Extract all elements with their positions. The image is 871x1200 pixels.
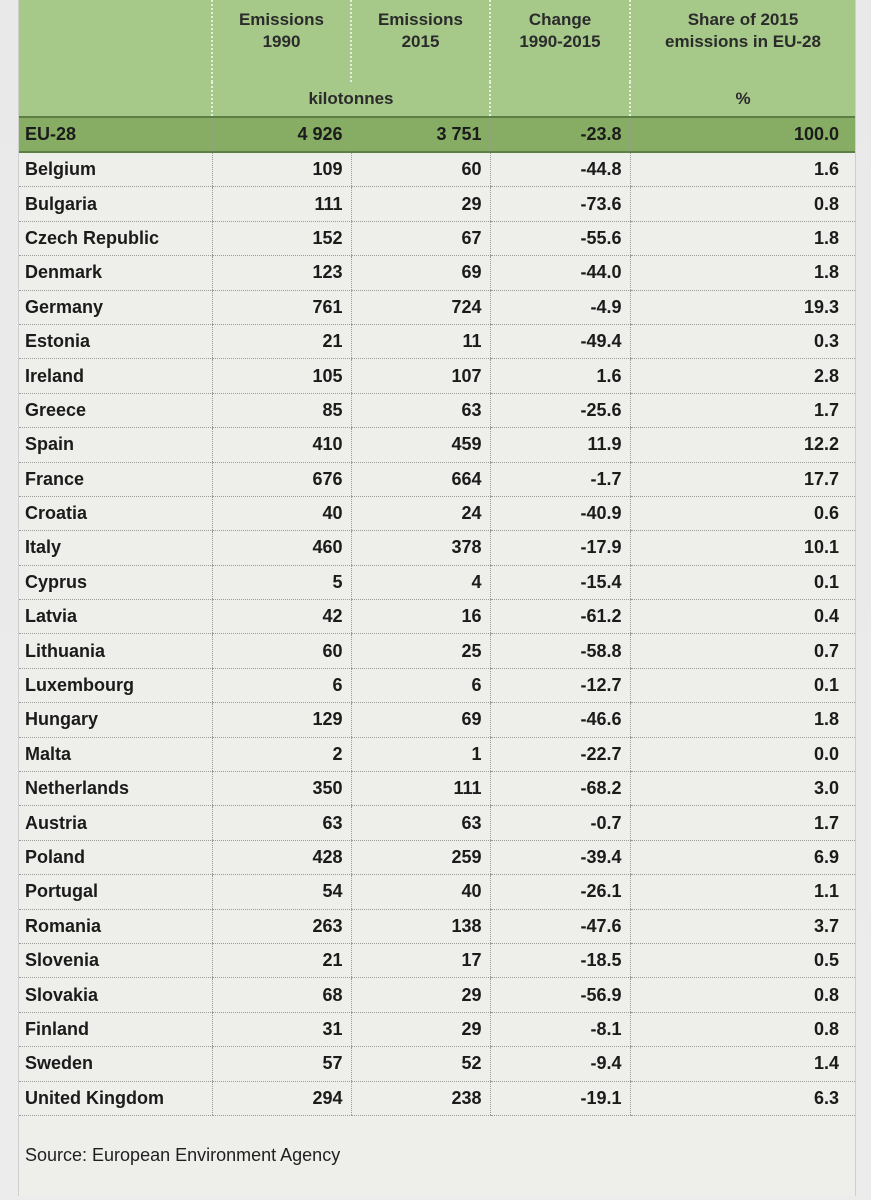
country-name: United Kingdom xyxy=(19,1081,212,1115)
emissions-2015-value: 25 xyxy=(351,634,490,668)
table-row xyxy=(19,496,855,530)
share-value: 1.7 xyxy=(630,806,855,840)
header-units-blank xyxy=(19,82,212,117)
change-value: -25.6 xyxy=(490,393,630,427)
share-value: 0.5 xyxy=(630,943,855,977)
change-value: -4.9 xyxy=(490,290,630,324)
emissions-1990-value: 263 xyxy=(212,909,351,943)
country-name: France xyxy=(19,462,212,496)
change-value: -44.8 xyxy=(490,152,630,187)
country-name: Finland xyxy=(19,1012,212,1046)
emissions-2015-value: 111 xyxy=(351,772,490,806)
emissions-2015-value: 24 xyxy=(351,496,490,530)
country-name: Austria xyxy=(19,806,212,840)
country-name: Greece xyxy=(19,393,212,427)
change-value: -0.7 xyxy=(490,806,630,840)
country-name: Czech Republic xyxy=(19,221,212,255)
emissions-table xyxy=(19,0,855,1116)
country-name: Sweden xyxy=(19,1047,212,1081)
country-name: Romania xyxy=(19,909,212,943)
share-value: 0.8 xyxy=(630,1012,855,1046)
table-row xyxy=(19,1012,855,1046)
units-kilotonnes: kilotonnes xyxy=(212,82,490,117)
emissions-2015-value: 107 xyxy=(351,359,490,393)
country-name: Denmark xyxy=(19,256,212,290)
share-value: 0.4 xyxy=(630,600,855,634)
emissions-2015-value: 16 xyxy=(351,600,490,634)
emissions-1990-value: 31 xyxy=(212,1012,351,1046)
share-value: 17.7 xyxy=(630,462,855,496)
emissions-1990-value: 40 xyxy=(212,496,351,530)
change-value: -19.1 xyxy=(490,1081,630,1115)
emissions-2015-value: 52 xyxy=(351,1047,490,1081)
table-row xyxy=(19,634,855,668)
country-name: Malta xyxy=(19,737,212,771)
change-value: -46.6 xyxy=(490,703,630,737)
emissions-2015-value: 138 xyxy=(351,909,490,943)
change-value: -61.2 xyxy=(490,600,630,634)
emissions-1990-value: 5 xyxy=(212,565,351,599)
emissions-2015-value: 259 xyxy=(351,840,490,874)
share-value: 1.1 xyxy=(630,875,855,909)
table-row xyxy=(19,462,855,496)
table-row xyxy=(19,187,855,221)
emissions-1990-value: 676 xyxy=(212,462,351,496)
emissions-2015-value: 63 xyxy=(351,806,490,840)
emissions-table-panel xyxy=(18,0,856,1196)
emissions-2015-value: 6 xyxy=(351,668,490,702)
change-value: -17.9 xyxy=(490,531,630,565)
header-country-blank xyxy=(19,0,212,82)
table-row xyxy=(19,359,855,393)
table-row xyxy=(19,875,855,909)
share-value: 1.8 xyxy=(630,221,855,255)
share-value: 6.3 xyxy=(630,1081,855,1115)
emissions-1990-value: 57 xyxy=(212,1047,351,1081)
emissions-2015-value: 29 xyxy=(351,1012,490,1046)
emissions-1990-value: 761 xyxy=(212,290,351,324)
country-name: Slovenia xyxy=(19,943,212,977)
source-note: Source: European Environment Agency xyxy=(25,1145,341,1165)
change-value: -18.5 xyxy=(490,943,630,977)
change-value: 1.6 xyxy=(490,359,630,393)
header-change: Change 1990-2015 xyxy=(490,0,630,82)
emissions-2015-value: 67 xyxy=(351,221,490,255)
share-value: 12.2 xyxy=(630,428,855,462)
change-value: -56.9 xyxy=(490,978,630,1012)
emissions-2015-value: 664 xyxy=(351,462,490,496)
change-value: -22.7 xyxy=(490,737,630,771)
emissions-2015-value: 60 xyxy=(351,152,490,187)
share-value: 0.1 xyxy=(630,565,855,599)
emissions-1990-value: 4 926 xyxy=(212,117,351,152)
change-value: 11.9 xyxy=(490,428,630,462)
country-name: Estonia xyxy=(19,324,212,358)
country-name: Lithuania xyxy=(19,634,212,668)
share-value: 0.0 xyxy=(630,737,855,771)
country-name: Slovakia xyxy=(19,978,212,1012)
emissions-2015-value: 69 xyxy=(351,256,490,290)
share-value: 0.1 xyxy=(630,668,855,702)
country-name: Latvia xyxy=(19,600,212,634)
emissions-1990-value: 123 xyxy=(212,256,351,290)
emissions-1990-value: 111 xyxy=(212,187,351,221)
emissions-1990-value: 350 xyxy=(212,772,351,806)
country-name: Belgium xyxy=(19,152,212,187)
emissions-2015-value: 238 xyxy=(351,1081,490,1115)
emissions-1990-value: 42 xyxy=(212,600,351,634)
change-value: -58.8 xyxy=(490,634,630,668)
share-value: 0.8 xyxy=(630,187,855,221)
change-value: -73.6 xyxy=(490,187,630,221)
emissions-2015-value: 17 xyxy=(351,943,490,977)
share-value: 3.7 xyxy=(630,909,855,943)
country-name: Croatia xyxy=(19,496,212,530)
country-name: Luxembourg xyxy=(19,668,212,702)
change-value: -15.4 xyxy=(490,565,630,599)
country-name: Italy xyxy=(19,531,212,565)
table-row xyxy=(19,943,855,977)
change-value: -55.6 xyxy=(490,221,630,255)
emissions-1990-value: 129 xyxy=(212,703,351,737)
emissions-2015-value: 40 xyxy=(351,875,490,909)
share-value: 0.7 xyxy=(630,634,855,668)
table-row xyxy=(19,221,855,255)
emissions-1990-value: 152 xyxy=(212,221,351,255)
emissions-2015-value: 4 xyxy=(351,565,490,599)
table-row xyxy=(19,806,855,840)
change-value: -9.4 xyxy=(490,1047,630,1081)
country-name: Portugal xyxy=(19,875,212,909)
share-value: 0.6 xyxy=(630,496,855,530)
emissions-1990-value: 428 xyxy=(212,840,351,874)
share-value: 1.6 xyxy=(630,152,855,187)
emissions-2015-value: 724 xyxy=(351,290,490,324)
emissions-1990-value: 68 xyxy=(212,978,351,1012)
table-row xyxy=(19,531,855,565)
change-value: -47.6 xyxy=(490,909,630,943)
emissions-2015-value: 29 xyxy=(351,978,490,1012)
country-name: Hungary xyxy=(19,703,212,737)
country-name: Cyprus xyxy=(19,565,212,599)
header-emissions-2015: Emissions 2015 xyxy=(351,0,490,82)
header-emissions-1990: Emissions 1990 xyxy=(212,0,351,82)
table-row xyxy=(19,737,855,771)
emissions-1990-value: 60 xyxy=(212,634,351,668)
change-value: -40.9 xyxy=(490,496,630,530)
share-value: 0.8 xyxy=(630,978,855,1012)
table-row xyxy=(19,840,855,874)
country-name: Spain xyxy=(19,428,212,462)
emissions-1990-value: 85 xyxy=(212,393,351,427)
table-row xyxy=(19,428,855,462)
change-value: -44.0 xyxy=(490,256,630,290)
table-row xyxy=(19,565,855,599)
emissions-2015-value: 378 xyxy=(351,531,490,565)
table-header xyxy=(19,0,855,117)
emissions-1990-value: 63 xyxy=(212,806,351,840)
emissions-1990-value: 21 xyxy=(212,943,351,977)
emissions-2015-value: 11 xyxy=(351,324,490,358)
country-name: Bulgaria xyxy=(19,187,212,221)
emissions-1990-value: 6 xyxy=(212,668,351,702)
emissions-1990-value: 294 xyxy=(212,1081,351,1115)
emissions-1990-value: 54 xyxy=(212,875,351,909)
share-value: 10.1 xyxy=(630,531,855,565)
share-value: 0.3 xyxy=(630,324,855,358)
emissions-2015-value: 1 xyxy=(351,737,490,771)
share-value: 1.8 xyxy=(630,703,855,737)
emissions-1990-value: 2 xyxy=(212,737,351,771)
table-row xyxy=(19,152,855,187)
table-row xyxy=(19,600,855,634)
table-row xyxy=(19,668,855,702)
table-row xyxy=(19,290,855,324)
country-name: Poland xyxy=(19,840,212,874)
share-value: 19.3 xyxy=(630,290,855,324)
change-value: -26.1 xyxy=(490,875,630,909)
emissions-2015-value: 3 751 xyxy=(351,117,490,152)
change-value: -1.7 xyxy=(490,462,630,496)
share-value: 1.4 xyxy=(630,1047,855,1081)
table-row xyxy=(19,256,855,290)
table-row xyxy=(19,1081,855,1115)
table-row xyxy=(19,703,855,737)
eu28-total-row xyxy=(19,117,855,152)
share-value: 3.0 xyxy=(630,772,855,806)
change-value: -23.8 xyxy=(490,117,630,152)
units-percent: % xyxy=(630,82,855,117)
country-name: Germany xyxy=(19,290,212,324)
table-row xyxy=(19,772,855,806)
header-units-blank-2 xyxy=(490,82,630,117)
country-name: Netherlands xyxy=(19,772,212,806)
share-value: 1.7 xyxy=(630,393,855,427)
country-name: Ireland xyxy=(19,359,212,393)
emissions-2015-value: 29 xyxy=(351,187,490,221)
change-value: -68.2 xyxy=(490,772,630,806)
table-row xyxy=(19,324,855,358)
emissions-1990-value: 460 xyxy=(212,531,351,565)
share-value: 1.8 xyxy=(630,256,855,290)
share-value: 6.9 xyxy=(630,840,855,874)
change-value: -12.7 xyxy=(490,668,630,702)
country-name: EU-28 xyxy=(19,117,212,152)
header-share: Share of 2015 emissions in EU-28 xyxy=(630,0,855,82)
change-value: -8.1 xyxy=(490,1012,630,1046)
emissions-1990-value: 410 xyxy=(212,428,351,462)
table-row xyxy=(19,978,855,1012)
share-value: 100.0 xyxy=(630,117,855,152)
emissions-1990-value: 105 xyxy=(212,359,351,393)
emissions-2015-value: 459 xyxy=(351,428,490,462)
emissions-1990-value: 21 xyxy=(212,324,351,358)
table-row xyxy=(19,1047,855,1081)
table-row xyxy=(19,909,855,943)
share-value: 2.8 xyxy=(630,359,855,393)
emissions-2015-value: 63 xyxy=(351,393,490,427)
emissions-2015-value: 69 xyxy=(351,703,490,737)
change-value: -49.4 xyxy=(490,324,630,358)
change-value: -39.4 xyxy=(490,840,630,874)
table-row xyxy=(19,393,855,427)
emissions-1990-value: 109 xyxy=(212,152,351,187)
